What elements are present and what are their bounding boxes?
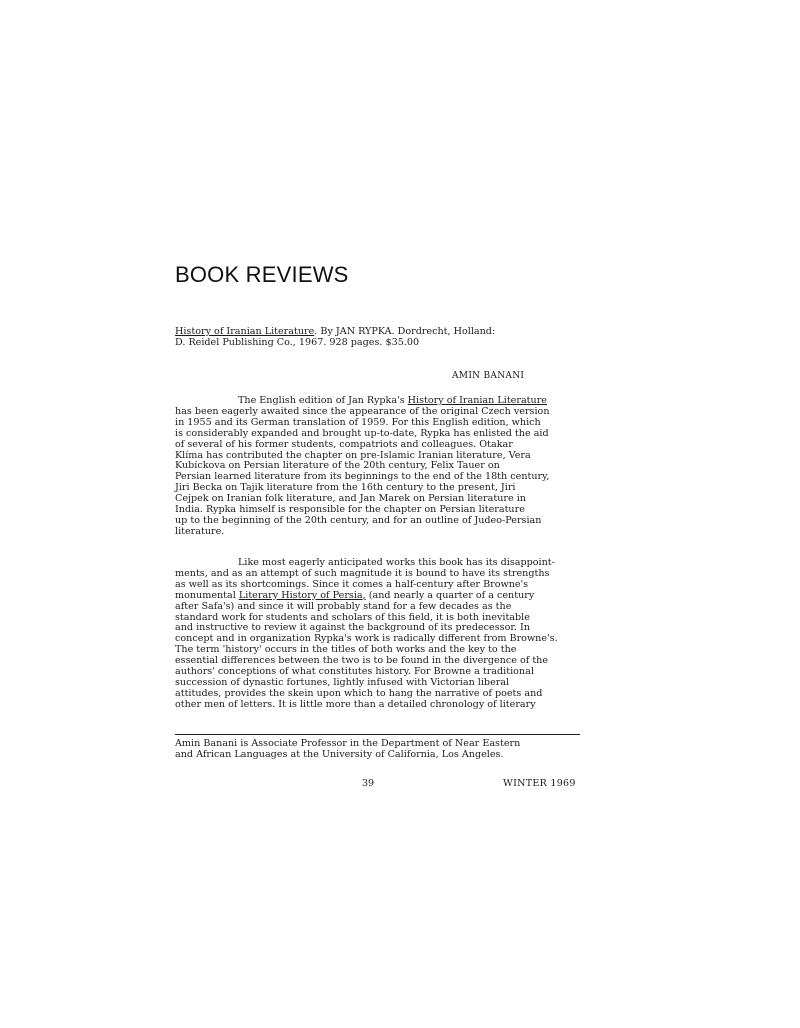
text-line xyxy=(175,516,587,527)
text-run: has been eagerly awaited since the appearance of the original Czech version xyxy=(175,405,550,417)
text-run: Kubíckova on Persian literature of the 20th century, Felix Tauer on xyxy=(175,460,500,472)
issue-label: WINTER 1969 xyxy=(503,778,576,789)
text-run: as well as its shortcomings. Since it comes a half-century after Browne's xyxy=(175,578,529,590)
text-run: attitudes, provides the skein upon which to hang the narrative of poets and xyxy=(175,687,543,699)
footnote-divider xyxy=(175,734,580,735)
underlined-title: Literary History of Persia, xyxy=(238,589,366,601)
book-title: History of Iranian Literature xyxy=(175,326,315,337)
text-run: succession of dynastic fortunes, lightly infused with Victorian liberal xyxy=(175,676,510,688)
text-line xyxy=(175,700,587,711)
book-citation xyxy=(175,327,595,349)
text-run: The term 'history' occurs in the titles of both works and the key to the xyxy=(175,644,517,656)
text-run: and instructive to review it against the background of its predecessor. In xyxy=(175,622,530,634)
text-run: is considerably expanded and brought up-to-date, Rypka has enlisted the aid xyxy=(175,427,549,439)
text-run: Jiri Becka on Tajik literature from the 16th century to the present, Jiri xyxy=(175,482,516,494)
text-run: India. Rypka himself is responsible for the chapter on Persian literature xyxy=(175,504,525,516)
text-run: monumental xyxy=(175,589,239,601)
text-run: Like most eagerly anticipated works this book has its disappoint- xyxy=(238,557,555,568)
footnote-line: and African Languages at the University of California, Los Angeles. xyxy=(175,748,504,760)
text-run: of several of his former students, compatriots and colleagues. Otakar xyxy=(175,438,513,450)
text-run: ments, and as an attempt of such magnitude it is bound to have its strengths xyxy=(175,567,550,579)
text-run: standard work for students and scholars of this field, it is both inevitable xyxy=(175,611,530,623)
text-run: literature. xyxy=(175,525,225,537)
paragraph-1 xyxy=(175,396,587,538)
text-run: after Safa's) and since it will probably stand for a few decades as the xyxy=(175,600,512,612)
text-run: other men of letters. It is little more than a detailed chronology of literary xyxy=(175,698,536,710)
page-number: 39 xyxy=(362,778,375,789)
footnote-line: Amin Banani is Associate Professor in the Department of Near Eastern xyxy=(175,738,521,749)
text-run: Persian learned literature from its beginnings to the end of the 18th century, xyxy=(175,471,550,483)
text-run: in 1955 and its German translation of 1959. For this English edition, which xyxy=(175,416,541,428)
underlined-title: History of Iranian Literature xyxy=(407,395,547,406)
citation-line-2: D. Reidel Publishing Co., 1967. 928 pages. $35.00 xyxy=(175,336,420,348)
reviewer-name: AMIN BANANI xyxy=(452,371,525,381)
text-run: concept and in organization Rypka's work is radically different from Browne's. xyxy=(175,633,558,645)
text-run: The English edition of Jan Rypka's xyxy=(238,395,408,406)
text-run: Cejpek on Iranian folk literature, and Jan Marek on Persian literature in xyxy=(175,493,526,505)
author-footnote xyxy=(175,739,595,761)
text-run: (and nearly a quarter of a century xyxy=(365,589,535,601)
text-run: up to the beginning of the 20th century, and for an outline of Judeo-Persian xyxy=(175,514,542,526)
text-run: essential differences between the two is to be found in the divergence of the xyxy=(175,655,549,667)
paragraph-2 xyxy=(175,558,587,711)
citation-details: . By JAN RYPKA. Dordrecht, Holland: xyxy=(314,326,496,337)
text-run: Klíma has contributed the chapter on pre-Islamic Iranian literature, Vera xyxy=(175,449,531,461)
section-title: BOOK REVIEWS xyxy=(175,262,349,287)
text-line xyxy=(175,527,587,538)
text-run: authors' conceptions of what constitutes history. For Browne a traditional xyxy=(175,666,534,678)
